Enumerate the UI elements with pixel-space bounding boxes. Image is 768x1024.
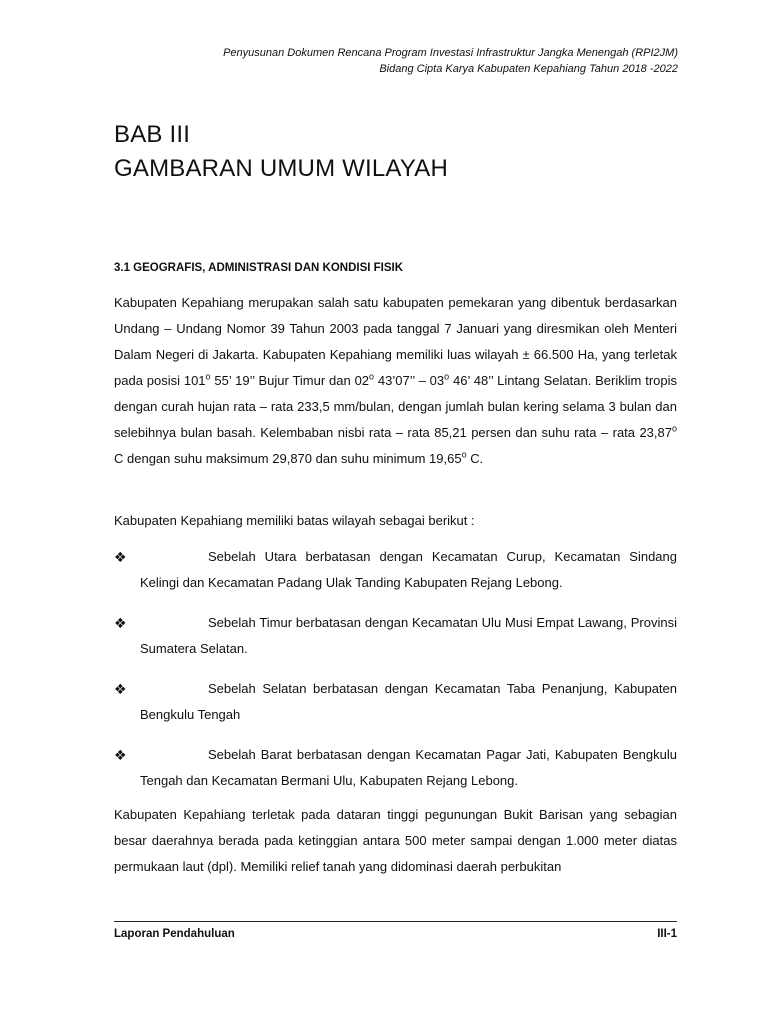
list-item-text: Sebelah Barat berbatasan dengan Kecamatan Pagar Jati, Kabupaten Bengkulu Tengah dan Kecamatan Bermani Ulu, Kabupaten Rejang Lebong. [140, 747, 677, 788]
degree-mark: o [461, 449, 467, 460]
degree-mark: o [205, 371, 211, 382]
diamond-bullet-icon: ❖ [114, 615, 127, 631]
diamond-bullet-icon: ❖ [114, 747, 127, 763]
degree-mark: o [444, 371, 450, 382]
paragraph-geography [114, 290, 677, 472]
text-run: 46’ 48’’ Lintang Selatan. Beriklim tropis dengan curah hujan rata – rata 233,5 mm/bulan, dengan jumlah bulan kering selama 3 bulan dan selebihnya bulan basah. Kelembaban nisbi rata – rata 85,21 persen dan suhu rata – rata 23,87 [114, 373, 677, 440]
list-item-text: Sebelah Utara berbatasan dengan Kecamatan Curup, Kecamatan Sindang Kelingi dan Kecamatan Padang Ulak Tanding Kabupaten Rejang Lebong. [140, 549, 677, 590]
boundary-list [114, 544, 677, 808]
section-heading: 3.1 GEOGRAFIS, ADMINISTRASI DAN KONDISI FISIK [114, 262, 404, 274]
text-run: C dengan suhu maksimum 29,870 dan suhu minimum 19,65 [114, 451, 462, 466]
text-run: C. [466, 451, 484, 466]
list-item-text: Sebelah Selatan berbatasan dengan Kecamatan Taba Penanjung, Kabupaten Bengkulu Tengah [140, 681, 677, 722]
list-item [114, 610, 677, 676]
page-number: III-1 [657, 928, 677, 940]
text-run: Kabupaten Kepahiang merupakan salah satu kabupaten pemekaran yang dibentuk berdasarkan Undang – Undang Nomor 39 Tahun 2003 pada tanggal 7 Januari yang diresmikan oleh Menteri Dalam Negeri di Jakarta. Kabupaten Kepahiang memiliki luas wilayah ± 66.500 Ha, yang terletak pada posisi 101 [114, 295, 677, 388]
chapter-name: GAMBARAN UMUM WILAYAH [114, 155, 449, 182]
list-item-text: Sebelah Timur berbatasan dengan Kecamatan Ulu Musi Empat Lawang, Provinsi Sumatera Selatan. [140, 615, 677, 656]
footer-divider [114, 921, 677, 922]
chapter-number: BAB III [114, 121, 191, 148]
list-item [114, 742, 677, 808]
degree-mark: o [671, 423, 677, 434]
diamond-bullet-icon: ❖ [114, 549, 127, 565]
list-item [114, 544, 677, 610]
chapter-title [114, 118, 448, 186]
header-line-2: Bidang Cipta Karya Kabupaten Kepahiang Tahun 2018 -2022 [379, 63, 678, 75]
text-run: 43’07’’ – 03 [374, 373, 445, 388]
diamond-bullet-icon: ❖ [114, 681, 127, 697]
paragraph-topography: Kabupaten Kepahiang terletak pada dataran tinggi pegunungan Bukit Barisan yang sebagian besar daerahnya berada pada ketinggian antara 500 meter sampai dengan 1.000 meter diatas permukaan laut (dpl). Memiliki relief tanah yang didominasi daerah perbukitan [114, 807, 677, 874]
footer-report-title: Laporan Pendahuluan [114, 928, 235, 940]
text-run: 55’ 19’’ Bujur Timur dan 02 [210, 373, 370, 388]
header-line-1: Penyusunan Dokumen Rencana Program Investasi Infrastruktur Jangka Menengah (RPI2JM) [223, 47, 678, 59]
list-item [114, 676, 677, 742]
running-header [78, 45, 678, 77]
paragraph-boundaries-intro: Kabupaten Kepahiang memiliki batas wilayah sebagai berikut : [114, 513, 475, 528]
degree-mark: o [369, 371, 375, 382]
